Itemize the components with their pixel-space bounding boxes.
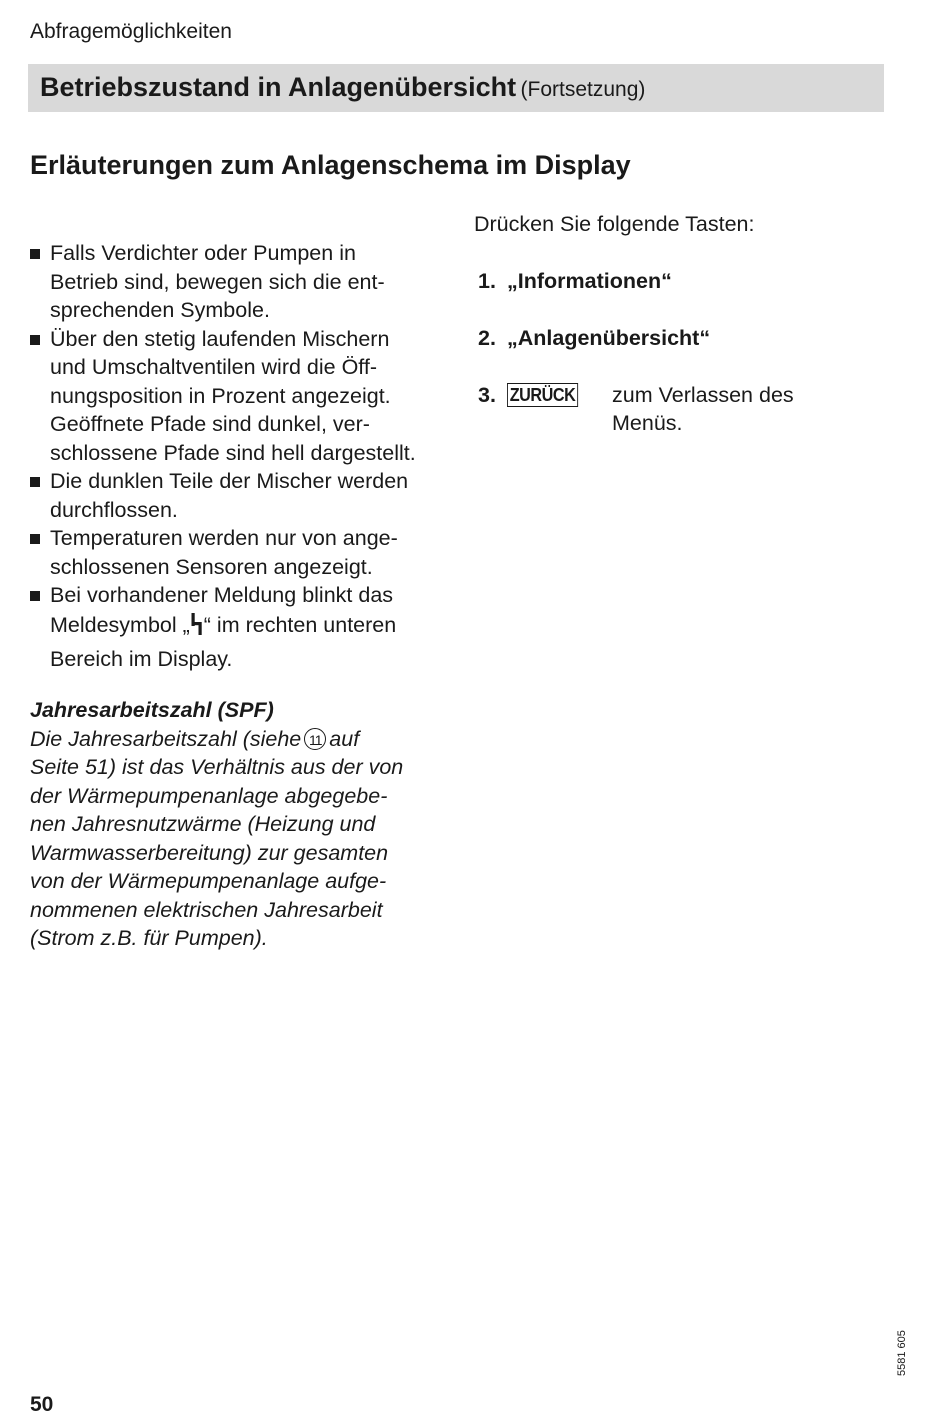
- list-item: [30, 524, 450, 581]
- back-key-icon: ZURÜCK: [507, 383, 578, 407]
- list-item-line: Über den stetig laufenden Mischern: [50, 326, 390, 351]
- list-item-line: durchflossen.: [50, 497, 178, 522]
- list-item-line: sprechenden Symbole.: [50, 298, 270, 322]
- square-bullet-icon: [30, 249, 40, 259]
- spf-line: Seite 51) ist das Verhältnis aus der von: [30, 755, 404, 779]
- list-item-line: nungsposition in Prozent angezeigt.: [50, 383, 391, 408]
- spf-text-after-ref: auf: [329, 726, 360, 751]
- list-item-line: [50, 608, 450, 645]
- spf-line: von der Wärmepumpenanlage aufge-: [30, 869, 387, 893]
- instruction-step: [478, 267, 672, 295]
- page-number: 50: [30, 1393, 54, 1416]
- list-item: [30, 325, 450, 468]
- step-description-line: zum Verlassen des: [612, 383, 794, 407]
- instructions-intro: Drücken Sie folgende Tasten:: [474, 212, 755, 236]
- square-bullet-icon: [30, 477, 40, 487]
- section-title: Betriebszustand in Anlagenübersicht: [40, 72, 517, 102]
- section-heading-bar: [28, 64, 884, 112]
- instruction-step: [478, 324, 710, 352]
- step-label: „Anlagenübersicht“: [507, 326, 711, 350]
- list-item-line: Bereich im Display.: [50, 646, 233, 671]
- list-item-line: Betrieb sind, bewegen sich die ent-: [50, 269, 385, 294]
- step-number: 1.: [478, 269, 496, 293]
- spf-line: Warmwasserbereitung) zur gesamten: [30, 840, 389, 865]
- message-symbol-icon: [191, 611, 203, 645]
- list-item-line: und Umschaltventilen wird die Öff-: [50, 355, 378, 379]
- list-item: [30, 239, 450, 325]
- square-bullet-icon: [30, 591, 40, 601]
- step-number: 3.: [478, 383, 496, 407]
- message-symbol-text-before: Meldesymbol „: [50, 612, 190, 637]
- section-title-suffix: (Fortsetzung): [520, 78, 646, 101]
- spf-line: nommenen elektrischen Jahresarbeit: [30, 897, 383, 922]
- step-description: [612, 381, 794, 437]
- list-item-line: Geöffnete Pfade sind dunkel, ver-: [50, 412, 370, 436]
- list-item-line: schlossenen Sensoren angezeigt.: [50, 554, 373, 579]
- list-item-line: Falls Verdichter oder Pumpen in: [50, 241, 356, 265]
- list-item-line: Bei vorhandener Meldung blinkt das: [50, 583, 394, 607]
- running-header: Abfragemöglichkeiten: [30, 20, 232, 43]
- spf-line: (Strom z.B. für Pumpen).: [30, 926, 268, 950]
- step-description-line: Menüs.: [612, 411, 683, 435]
- list-item: [30, 581, 450, 673]
- message-symbol-text-after: “ im rechten unteren: [203, 612, 397, 637]
- spf-section: [30, 696, 450, 953]
- spf-line: nen Jahresnutzwärme (Heizung und: [30, 812, 376, 836]
- square-bullet-icon: [30, 335, 40, 345]
- circled-number-icon: 11: [304, 728, 326, 750]
- list-item-line: Temperaturen werden nur von ange-: [50, 526, 398, 550]
- spf-title: Jahresarbeitszahl (SPF): [30, 698, 274, 722]
- key-instructions: [474, 210, 894, 435]
- spf-line: der Wärmepumpenanlage abgegebe-: [30, 783, 388, 808]
- list-item-line: schlossene Pfade sind hell dargestellt.: [50, 440, 416, 465]
- instruction-step: [478, 381, 878, 441]
- spf-text-before-ref: Die Jahresarbeitszahl (siehe: [30, 726, 302, 751]
- step-number: 2.: [478, 326, 496, 350]
- document-number: 5581 605: [896, 1330, 908, 1376]
- list-item-line: Die dunklen Teile der Mischer werden: [50, 469, 409, 493]
- square-bullet-icon: [30, 534, 40, 544]
- list-item: [30, 467, 450, 524]
- sub-heading: Erläuterungen zum Anlagenschema im Display: [30, 150, 631, 180]
- spf-line: [30, 725, 450, 754]
- explanation-list: [30, 239, 450, 673]
- step-label: „Informationen“: [507, 269, 672, 293]
